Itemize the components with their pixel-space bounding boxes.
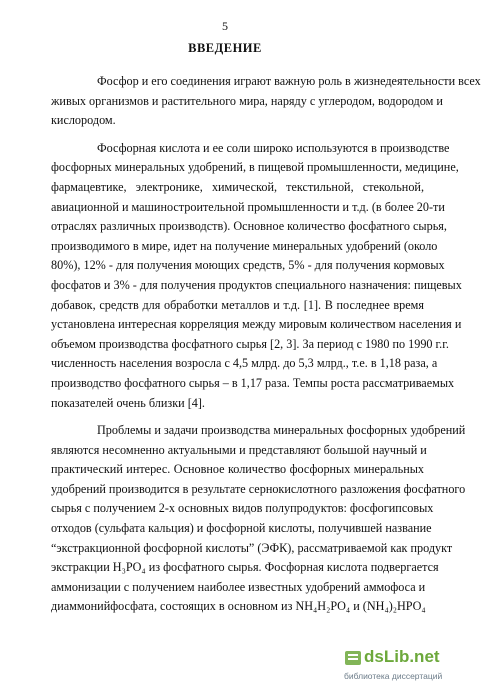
text-line: являются несомненно актуальными и представляют большой научный и xyxy=(51,442,427,457)
text-line: показателей очень близки [4]. xyxy=(51,395,205,410)
text-line: отраслях различных производств). Основное количество фосфатного сырья, xyxy=(51,219,447,234)
text-line: производимого в мире, идет на получение минеральных удобрений (около xyxy=(51,238,438,253)
text-line: фосфорных минеральных удобрений, в пищевой промышленности, медицине, xyxy=(51,160,459,175)
section-heading: ВВЕДЕНИЕ xyxy=(188,41,262,55)
text-line: сырья с получением 2-х основных видов полупродуктов: фосфогипсовых xyxy=(51,501,434,516)
text-line: Фосфорная кислота и ее соли широко используются в производстве xyxy=(97,140,450,155)
text-line: отходов (сульфата кальция) и фосфорной кислоты, получившей название xyxy=(51,521,432,536)
paragraph-intro xyxy=(51,72,481,131)
text-line: 80%), 12% - для получения моющих средств, 5% - для получения кормовых xyxy=(51,258,445,273)
watermark-brand: dsLib.net xyxy=(364,647,440,666)
text-line: фосфатов и 3% - для получения продуктов специального назначения: пищевых xyxy=(51,277,462,292)
dslib-logo-icon xyxy=(344,649,362,667)
text-line: добавок, средств для обработки металлов и т.д. [1]. В последнее время xyxy=(51,297,424,312)
text-line: объемом производства фосфатного сырья [2, 3]. За период с 1980 по 1990 г.г. xyxy=(51,336,449,351)
text-line: живых организмов и растительного мира, наряду с углеродом, водородом и xyxy=(51,93,443,108)
text-line: производство фосфатного сырья – в 1,17 раза. Темпы роста рассматриваемых xyxy=(51,375,455,390)
text-line: Фосфор и его соединения играют важную роль в жизнедеятельности всех xyxy=(97,74,481,88)
text-line: экстракции H₃PO₄ из фосфатного сырья. Фосфорная кислота подвергается xyxy=(51,560,439,575)
text-line: удобрений производится в результате сернокислотного разложения фосфатного xyxy=(51,481,466,496)
text-line: кислородом. xyxy=(51,113,116,128)
text-line: аммонизации с получением наиболее известных удобрений аммофоса и xyxy=(51,579,426,594)
body-text xyxy=(51,72,481,625)
text-line: численность населения возросла с 4,5 млрд. до 5,3 млрд., т.е. в 1,18 раза, а xyxy=(51,356,438,371)
watermark-tagline: библиотека диссертаций xyxy=(344,671,443,681)
text-line: диаммонийфосфата, состоящих в основном из NH₄H₂PO₄ и (NH₄)₂HPO₄ xyxy=(51,599,426,614)
dslib-watermark xyxy=(344,645,443,685)
text-line: фармацевтике, электронике, химической, текстильной, стекольной, xyxy=(51,179,424,194)
paragraph-phosphoric-acid xyxy=(51,139,462,413)
page-number: 5 xyxy=(222,19,228,33)
text-line: практический интерес. Основное количество фосфорных минеральных xyxy=(51,462,424,477)
text-line: Проблемы и задачи производства минеральных фосфорных удобрений xyxy=(97,423,466,438)
text-line: авиационной и машиностроительной промышленности и т.д. (в более 20-ти xyxy=(51,199,445,214)
paragraph-problems xyxy=(51,421,466,617)
text-line: “экстракционной фосфорной кислоты” (ЭФК), рассматриваемой как продукт xyxy=(51,540,453,555)
text-line: установлена интересная корреляция между мировым количеством населения и xyxy=(51,317,462,332)
